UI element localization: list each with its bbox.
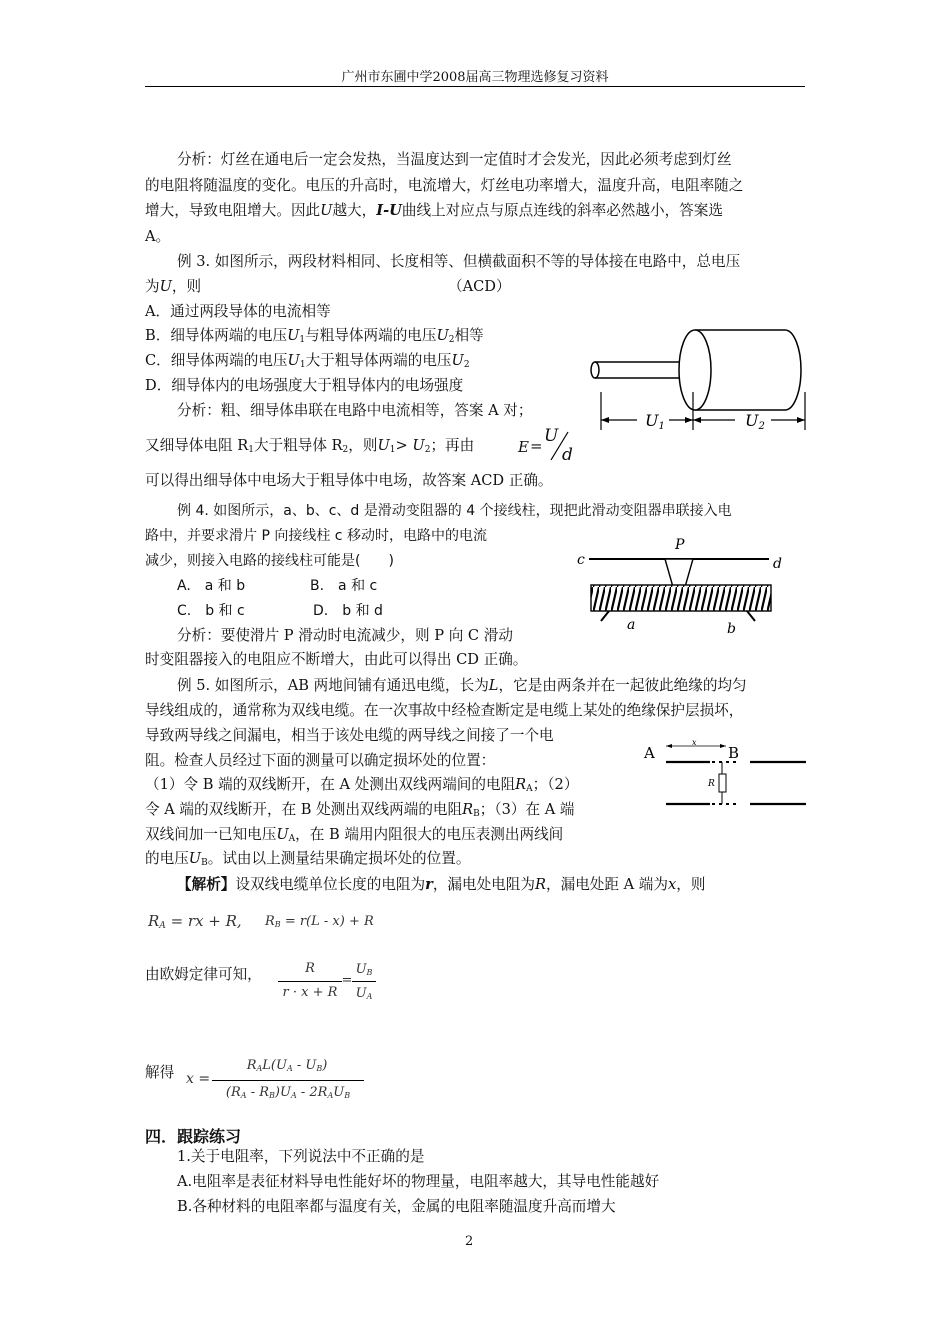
example-5-question: 令 A 端的双线断开，在 B 处测出双线两端的电阻$R_B$；（3）在 A 端 [145, 801, 575, 819]
ub-numerator: $U_B$ [355, 962, 373, 977]
analysis-line: 的电阻将随温度的变化。电压的升高时，电流增大，灯丝电功率增大，温度升高，电阻率随之 [145, 177, 744, 194]
ohm-fraction-numerator: R [305, 961, 315, 976]
ohm-fraction-denominator: r · x + R [282, 985, 338, 1000]
example-5-question: 例 5. 如图所示，AB 两地间铺有通迅电缆，长为L，它是由两条并在一起彼此绝缘的均匀 [177, 677, 747, 694]
solution-label: 解得 [145, 1064, 175, 1081]
example-3-answer: （ACD） [448, 278, 511, 295]
analysis-line: 增大，导致电阻增大。因此U越大，I-U曲线上对应点与原点连线的斜率必然越小，答案选 [145, 202, 723, 219]
example-3-analysis: 可以得出细导体中电场大于粗导体中电场，故答案 ACD 正确。 [145, 472, 553, 489]
fraction-bar [352, 981, 376, 982]
leak-resistor-label: R [708, 779, 715, 789]
ohm-law-text: 由欧姆定律可知， [145, 966, 262, 983]
terminal-b-label: b [727, 621, 736, 637]
header-rule [145, 86, 805, 87]
field-formula: E = U d [518, 426, 573, 465]
solution-x: x = [186, 1071, 211, 1087]
label-u2: U2 [745, 411, 765, 432]
question-1-option-b: B.各种材料的电阻率都与温度有关，金属的电阻率随温度升高而增大 [177, 1198, 616, 1215]
example-3-question: 为U，则 [145, 278, 202, 295]
terminal-d-label: d [773, 556, 782, 572]
option-d: D．细导体内的电场强度大于粗导体内的电场强度 [145, 377, 464, 394]
question-1: 1.关于电阻率，下列说法中不正确的是 [177, 1148, 425, 1165]
example-3-analysis: 又细导体电阻 $R_1$大于粗导体 $R_2$，则$U_1> U_2$；再由 [145, 437, 475, 455]
solution-intro: 【解析】设双线电缆单位长度的电阻为r，漏电处电阻为R，漏电处距 A 端为x，则 [177, 876, 706, 893]
example-5-question: 导致两导线之间漏电，相当于该处电缆的两导线之间接了一个电 [145, 727, 554, 744]
analysis-line: A。 [145, 228, 171, 245]
option-c: C. b 和 c [177, 603, 245, 619]
distance-x-label: x [692, 738, 697, 747]
conductor-figure [585, 322, 820, 434]
analysis-line: 分析：灯丝在通电后一定会发热，当温度达到一定值时才会发光，因此必须考虑到灯丝 [177, 151, 732, 168]
rheostat-figure [575, 535, 785, 640]
page-number: 2 [465, 1234, 474, 1249]
example-4-question: 例 4. 如图所示，a、b、c、d 是滑动变阻器的 4 个接线柱，现把此滑动变阻器串联接入电 [177, 503, 732, 519]
end-a-label: A [644, 744, 655, 762]
page-header: 广州市东圃中学2008届高三物理选修复习资料 [341, 70, 609, 85]
section-title: 四．跟踪练习 [145, 1127, 242, 1146]
option-b: B．细导体两端的电压$U_1$与粗导体两端的电压$U_2$相等 [145, 327, 484, 345]
option-d: D. b 和 d [313, 603, 383, 619]
equation-ra: $R_A$ = rx + R, [148, 912, 242, 931]
example-5-question: （1）令 B 端的双线断开，在 A 处测出双线两端间的电阻$R_A$；（2） [145, 776, 579, 794]
example-3-analysis: 分析：粗、细导体串联在电路中电流相等，答案 A 对； [177, 402, 533, 419]
example-5-question: 导线组成的，通常称为双线电缆。在一次事故中经检查断定是电缆上某处的绝缘保护层损坏， [145, 702, 744, 719]
end-b-label: B [728, 744, 740, 762]
example-5-question: 阻。检查人员经过下面的测量可以确定损坏处的位置： [145, 752, 496, 769]
fraction-bar [278, 981, 342, 982]
example-3-question: 例 3. 如图所示，两段材料相同、长度相等、但横截面积不等的导体接在电路中，总电压 [177, 253, 741, 270]
solution-denominator: $(R_A - R_B)U_A - 2R_AU_B$ [225, 1085, 351, 1100]
ua-denominator: $U_A$ [355, 986, 373, 1001]
example-5-question: 双线间加一已知电压$U_A$，在 B 端用内阻很大的电压表测出两线间 [145, 826, 564, 844]
slider-p-label: P [675, 537, 685, 553]
example-4-analysis: 分析：要使滑片 P 滑动时电流减少，则 P 向 C 滑动 [177, 627, 513, 644]
terminal-c-label: c [577, 552, 585, 568]
example-5-question: 的电压$U_B$。试由以上测量结果确定损坏处的位置。 [145, 850, 471, 868]
question-1-option-a: A.电阻率是表征材料导电性能好坏的物理量，电阻率越大，其导电性能越好 [177, 1173, 660, 1190]
option-c: C．细导体两端的电压$U_1$大于粗导体两端的电压$U_2$ [145, 352, 470, 370]
example-4-analysis: 时变阻器接入的电阻应不断增大，由此可以得出 CD 正确。 [145, 651, 528, 668]
terminal-a-label: a [627, 617, 636, 633]
option-b: B. a 和 c [310, 578, 378, 594]
option-a: A. a 和 b [177, 578, 246, 594]
option-a: A．通过两段导体的电流相等 [145, 303, 331, 320]
equals-sign: = [341, 973, 353, 988]
example-4-question: 减少，则接入电路的接线柱可能是( ) [145, 553, 394, 569]
solution-numerator: $R_AL(U_A - U_B)$ [246, 1058, 328, 1073]
equation-rb: $R_B = r(L - x) + R$ [265, 914, 374, 929]
label-u1: U1 [645, 411, 665, 432]
fraction-bar [212, 1080, 364, 1081]
cable-figure [640, 738, 810, 813]
example-4-question: 路中，并要求滑片 P 向接线柱 c 移动时，电路中的电流 [145, 528, 487, 544]
